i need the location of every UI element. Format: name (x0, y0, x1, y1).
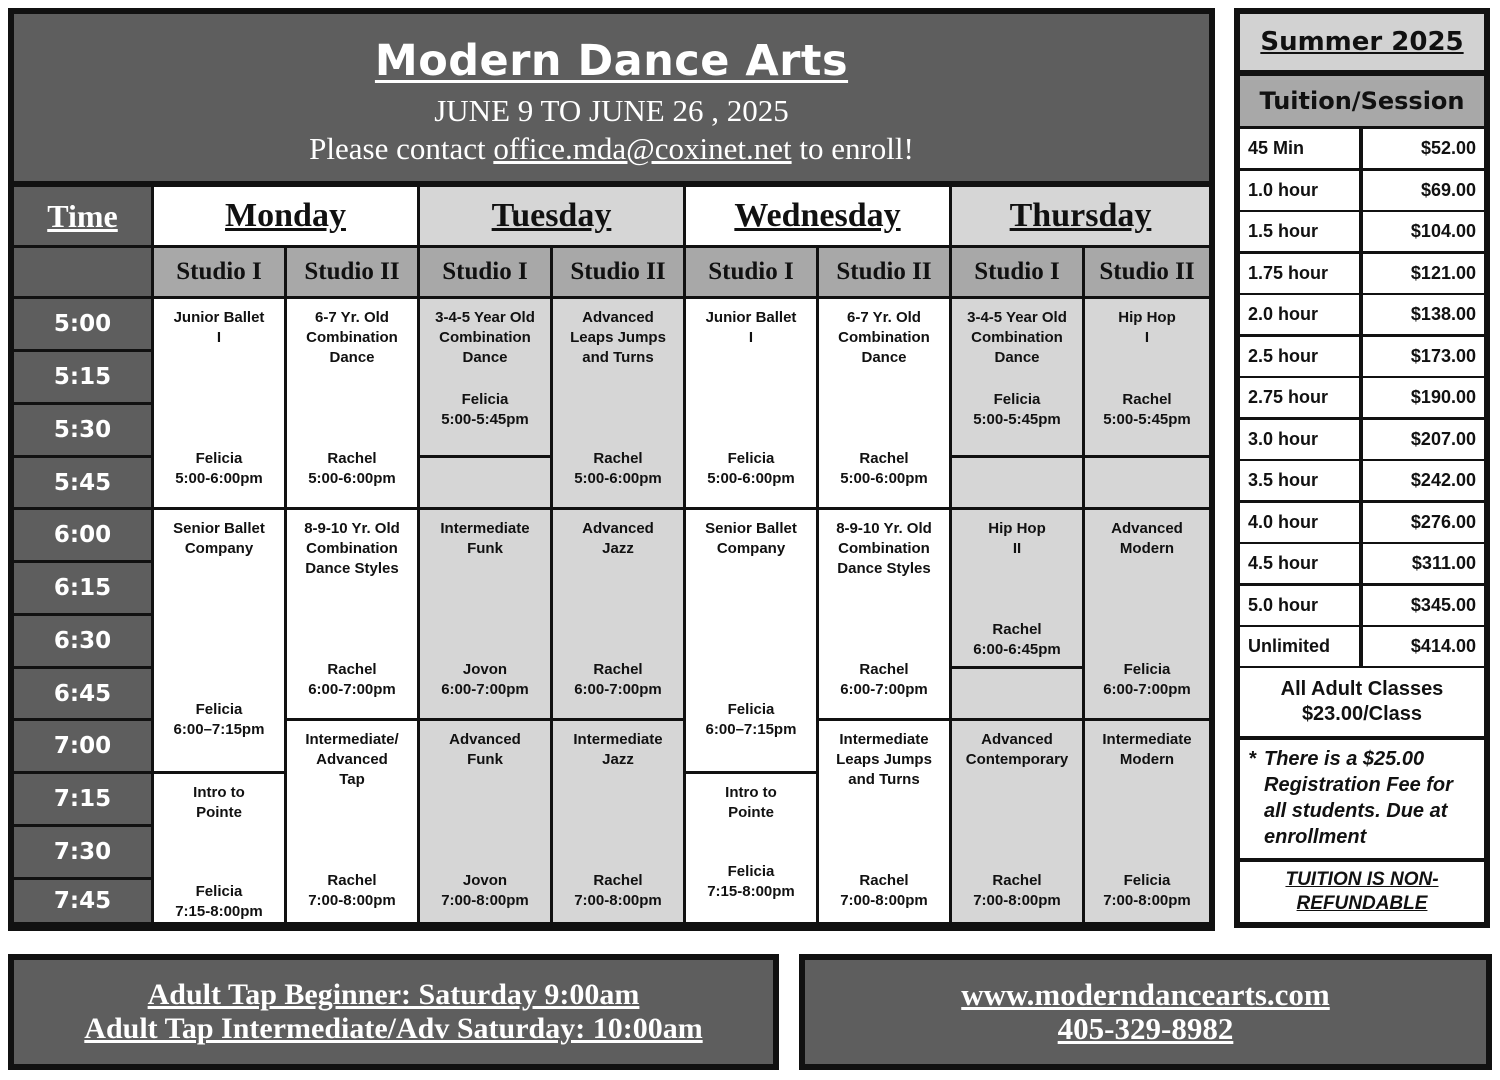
class-instructor (1085, 871, 1209, 911)
class-name: 3-4-5 Year Old Combination Dance (967, 309, 1067, 366)
adult-rate-price: $23.00/Class (1301, 703, 1423, 725)
empty-slot (420, 458, 550, 507)
instructor-name: Felicia (727, 863, 775, 880)
instructor-name: Rachel (859, 872, 909, 889)
rate-price: $52.00 (1363, 129, 1484, 168)
website-link[interactable]: www.moderndancearts.com (961, 977, 1330, 1012)
instructor-name: Felicia (195, 883, 243, 900)
rate-duration: 45 Min (1240, 129, 1359, 168)
instructor-name: Rachel (1122, 391, 1172, 408)
class-block[interactable] (420, 510, 550, 718)
class-time-range: 6:00-7:00pm (308, 681, 396, 698)
class-name: 3-4-5 Year Old Combination Dance (435, 309, 535, 366)
time-slot: 5:00 (14, 299, 151, 349)
studio-header-tuesday-2: Studio II (553, 248, 683, 296)
class-block[interactable] (819, 721, 949, 922)
class-time-range: 6:00-7:00pm (1103, 681, 1191, 698)
rate-duration: 3.5 hour (1240, 461, 1359, 500)
instructor-name: Felicia (195, 701, 243, 718)
class-name: Junior Ballet I (173, 309, 265, 346)
schedule-header (8, 8, 1215, 187)
class-name: Advanced Contemporary (965, 731, 1069, 768)
class-time-range: 7:15-8:00pm (707, 883, 795, 900)
time-slot: 5:45 (14, 458, 151, 507)
class-block[interactable] (819, 510, 949, 718)
studio-header-wednesday-1: Studio I (686, 248, 816, 296)
rate-duration: 2.0 hour (1240, 295, 1359, 334)
class-block[interactable] (420, 721, 550, 922)
studio-header-monday-2: Studio II (287, 248, 417, 296)
empty-slot (952, 669, 1082, 718)
instructor-name: Felicia (195, 450, 243, 467)
rate-price: $345.00 (1363, 586, 1484, 625)
instructor-name: Rachel (593, 872, 643, 889)
class-time-range: 5:00-5:45pm (973, 411, 1061, 428)
class-name: Intermediate Modern (1102, 731, 1192, 768)
instructor-name: Felicia (727, 701, 775, 718)
class-block[interactable] (1085, 510, 1209, 718)
rate-duration: 5.0 hour (1240, 586, 1359, 625)
rate-price: $414.00 (1363, 627, 1484, 666)
class-name: Senior Ballet Company (705, 520, 797, 557)
instructor-name: Rachel (992, 621, 1042, 638)
instructor-name: Rachel (327, 661, 377, 678)
class-time-range: 7:00-8:00pm (574, 892, 662, 909)
time-slot: 6:30 (14, 616, 151, 666)
class-name: Intermediate Leaps Jumps and Turns (836, 731, 932, 788)
registration-fee-note (1240, 740, 1484, 858)
class-instructor (420, 871, 550, 911)
class-name: Senior Ballet Company (173, 520, 265, 557)
tuition-rate-row (1240, 337, 1484, 376)
class-block[interactable] (952, 510, 1082, 666)
instructor-name: Rachel (327, 450, 377, 467)
class-time-range: 5:00-6:00pm (707, 470, 795, 487)
class-time-range: 6:00-7:00pm (574, 681, 662, 698)
class-name: Advanced Leaps Jumps and Turns (570, 309, 666, 366)
class-instructor (952, 871, 1082, 911)
time-slot: 6:00 (14, 510, 151, 560)
empty-slot (952, 458, 1082, 507)
class-name: Hip Hop II (988, 520, 1046, 557)
time-slot: 7:30 (14, 827, 151, 877)
studio-header-tuesday-1: Studio I (420, 248, 550, 296)
instructor-name: Jovon (462, 661, 508, 678)
tuition-rate-row (1240, 461, 1484, 500)
time-column-spacer (14, 248, 151, 296)
rate-price: $121.00 (1363, 254, 1484, 293)
class-name: Advanced Modern (1111, 520, 1183, 557)
class-name: Intro to Pointe (725, 784, 777, 821)
rate-duration: 2.75 hour (1240, 378, 1359, 417)
tuition-rate-row (1240, 420, 1484, 459)
class-instructor (1085, 390, 1209, 430)
fee-asterisk: * (1249, 748, 1257, 770)
time-slot: 6:15 (14, 563, 151, 613)
rate-price: $242.00 (1363, 461, 1484, 500)
rate-duration: 1.0 hour (1240, 171, 1359, 210)
non-refundable-note (1240, 862, 1484, 922)
class-time-range: 6:00-7:00pm (441, 681, 529, 698)
class-time-range: 7:15-8:00pm (175, 903, 263, 920)
class-time-range: 5:00-6:00pm (574, 470, 662, 487)
instructor-name: Rachel (593, 661, 643, 678)
rate-duration: 4.0 hour (1240, 503, 1359, 542)
class-name: 8-9-10 Yr. Old Combination Dance Styles (304, 520, 400, 577)
class-block[interactable] (1085, 299, 1209, 455)
studio-header-thursday-1: Studio I (952, 248, 1082, 296)
class-name: 8-9-10 Yr. Old Combination Dance Styles (836, 520, 932, 577)
day-header-thursday: Thursday (952, 187, 1209, 245)
fee-note-text: There is a $25.00 Registration Fee for all students. Due at enrollment (1264, 748, 1453, 848)
tuition-rate-row (1240, 378, 1484, 417)
rate-duration: 4.5 hour (1240, 544, 1359, 583)
time-slot: 7:00 (14, 721, 151, 771)
class-block[interactable] (686, 510, 816, 771)
day-header-monday: Monday (154, 187, 417, 245)
class-name: Intermediate Jazz (573, 731, 663, 768)
studio-title: Modern Dance Arts (374, 36, 849, 86)
class-time-range: 6:00–7:15pm (705, 721, 797, 738)
class-instructor (287, 449, 417, 489)
class-instructor (686, 862, 816, 902)
class-time-range: 7:00-8:00pm (1103, 892, 1191, 909)
enroll-contact (14, 130, 1209, 168)
class-instructor (420, 660, 550, 700)
class-name: Junior Ballet I (705, 309, 797, 346)
class-instructor (686, 700, 816, 740)
rate-price: $104.00 (1363, 212, 1484, 251)
class-time-range: 6:00-7:00pm (840, 681, 928, 698)
rate-duration: Unlimited (1240, 627, 1359, 666)
class-instructor (952, 390, 1082, 430)
class-time-range: 5:00-6:00pm (175, 470, 263, 487)
session-dates: JUNE 9 TO JUNE 26 , 2025 (434, 93, 789, 128)
instructor-name: Jovon (462, 872, 508, 889)
class-block[interactable] (287, 299, 417, 507)
instructor-name: Rachel (859, 661, 909, 678)
instructor-name: Felicia (727, 450, 775, 467)
class-name: Advanced Jazz (582, 520, 654, 557)
class-block[interactable] (686, 774, 816, 922)
instructor-name: Felicia (993, 391, 1041, 408)
studio-header-monday-1: Studio I (154, 248, 284, 296)
class-block[interactable] (553, 299, 683, 507)
refund-line-2: REFUNDABLE (1296, 893, 1428, 914)
rate-duration: 1.5 hour (1240, 212, 1359, 251)
class-name: Hip Hop I (1118, 309, 1176, 346)
day-header-tuesday: Tuesday (420, 187, 683, 245)
tuition-rate-row (1240, 212, 1484, 251)
class-time-range: 7:00-8:00pm (840, 892, 928, 909)
empty-slot (1085, 458, 1209, 507)
class-time-range: 7:00-8:00pm (441, 892, 529, 909)
contact-prefix: Please contact (309, 131, 494, 166)
class-block[interactable] (686, 299, 816, 507)
season-title: Summer 2025 (1240, 14, 1484, 70)
studio-header-thursday-2: Studio II (1085, 248, 1209, 296)
instructor-name: Felicia (1123, 872, 1171, 889)
class-instructor (686, 449, 816, 489)
time-slot: 5:30 (14, 405, 151, 455)
class-time-range: 7:00-8:00pm (973, 892, 1061, 909)
tuition-rate-row (1240, 129, 1484, 168)
class-block[interactable] (553, 721, 683, 922)
class-instructor (154, 700, 284, 740)
class-instructor (287, 660, 417, 700)
class-name: Intermediate Funk (440, 520, 530, 557)
class-instructor (154, 882, 284, 922)
rate-price: $190.00 (1363, 378, 1484, 417)
contact-email-link[interactable]: office.mda@coxinet.net (493, 131, 792, 166)
class-instructor (154, 449, 284, 489)
class-time-range: 5:00-6:00pm (840, 470, 928, 487)
class-block[interactable] (952, 299, 1082, 455)
class-instructor (819, 660, 949, 700)
time-slot: 6:45 (14, 669, 151, 718)
time-column-header: Time (14, 187, 151, 245)
class-block[interactable] (154, 510, 284, 771)
class-block[interactable] (1085, 721, 1209, 922)
time-slot: 7:15 (14, 774, 151, 824)
class-block[interactable] (154, 299, 284, 507)
class-instructor (819, 871, 949, 911)
tuition-rate-row (1240, 254, 1484, 293)
rate-price: $138.00 (1363, 295, 1484, 334)
tuition-panel (1234, 8, 1490, 928)
contact-suffix: to enroll! (791, 131, 914, 166)
class-block[interactable] (287, 510, 417, 718)
instructor-name: Felicia (461, 391, 509, 408)
class-time-range: 5:00-6:00pm (308, 470, 396, 487)
adult-tap-beginner: Adult Tap Beginner: Saturday 9:00am (147, 978, 640, 1011)
studio-header-wednesday-2: Studio II (819, 248, 949, 296)
day-header-wednesday: Wednesday (686, 187, 949, 245)
class-instructor (553, 449, 683, 489)
class-block[interactable] (952, 721, 1082, 922)
class-time-range: 6:00-6:45pm (973, 641, 1061, 658)
tuition-rate-row (1240, 171, 1484, 210)
class-name: 6-7 Yr. Old Combination Dance (306, 309, 398, 366)
rate-price: $173.00 (1363, 337, 1484, 376)
class-time-range: 5:00-5:45pm (441, 411, 529, 428)
refund-line-1: TUITION IS NON- (1285, 869, 1439, 890)
class-name: 6-7 Yr. Old Combination Dance (838, 309, 930, 366)
tuition-rate-row (1240, 586, 1484, 625)
class-name: Intro to Pointe (193, 784, 245, 821)
instructor-name: Rachel (593, 450, 643, 467)
time-slot: 7:45 (14, 880, 151, 922)
instructor-name: Rachel (992, 872, 1042, 889)
instructor-name: Rachel (859, 450, 909, 467)
class-instructor (819, 449, 949, 489)
rate-price: $207.00 (1363, 420, 1484, 459)
tuition-rate-row (1240, 627, 1484, 666)
class-block[interactable] (287, 721, 417, 922)
class-schedule-grid (8, 181, 1215, 931)
instructor-name: Rachel (327, 872, 377, 889)
adult-tap-box (8, 954, 779, 1070)
class-instructor (553, 871, 683, 911)
adult-class-rate (1240, 668, 1484, 736)
tuition-rate-row (1240, 503, 1484, 542)
contact-box (799, 954, 1492, 1070)
phone-number[interactable]: 405-329-8982 (1057, 1011, 1234, 1046)
tuition-rate-row (1240, 544, 1484, 583)
rate-duration: 3.0 hour (1240, 420, 1359, 459)
class-name: Advanced Funk (449, 731, 521, 768)
class-block[interactable] (553, 510, 683, 718)
time-slot: 5:15 (14, 352, 151, 402)
rate-price: $311.00 (1363, 544, 1484, 583)
class-block[interactable] (154, 774, 284, 922)
rate-duration: 1.75 hour (1240, 254, 1359, 293)
adult-rate-label: All Adult Classes (1280, 678, 1444, 700)
tuition-subtitle: Tuition/Session (1240, 76, 1484, 126)
rate-price: $69.00 (1363, 171, 1484, 210)
rate-duration: 2.5 hour (1240, 337, 1359, 376)
tuition-rate-row (1240, 295, 1484, 334)
class-time-range: 5:00-5:45pm (1103, 411, 1191, 428)
class-instructor (553, 660, 683, 700)
class-instructor (420, 390, 550, 430)
class-time-range: 6:00–7:15pm (173, 721, 265, 738)
rate-price: $276.00 (1363, 503, 1484, 542)
class-name: Intermediate/ Advanced Tap (305, 731, 399, 788)
adult-tap-intermediate: Adult Tap Intermediate/Adv Saturday: 10:00am (84, 1012, 703, 1045)
class-instructor (287, 871, 417, 911)
class-instructor (1085, 660, 1209, 700)
class-block[interactable] (420, 299, 550, 455)
class-time-range: 7:00-8:00pm (308, 892, 396, 909)
class-instructor (952, 620, 1082, 660)
instructor-name: Felicia (1123, 661, 1171, 678)
class-block[interactable] (819, 299, 949, 507)
